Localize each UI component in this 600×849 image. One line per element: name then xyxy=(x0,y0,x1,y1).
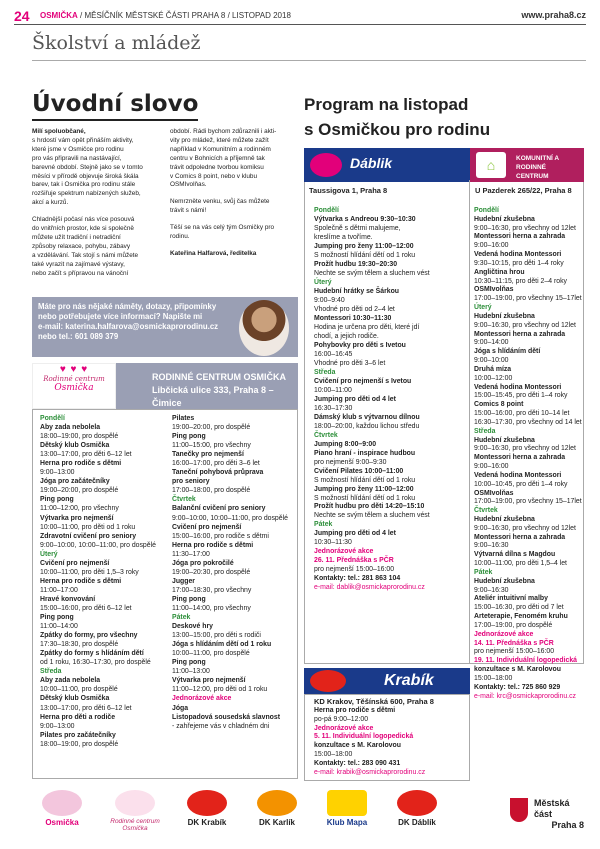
footer-logo-dablik xyxy=(387,790,447,840)
activity-name: Pohybovky pro děti s Ivetou xyxy=(314,341,406,349)
activity-name: Montessori herna a zahrada xyxy=(474,454,566,462)
activity-name: Hudební zkušebna xyxy=(474,515,535,523)
people-icon: ♥ ♥ ♥ xyxy=(59,364,89,375)
activity-name: Montessori herna a zahrada xyxy=(474,533,566,541)
activity-name: Výtvarka pro nejmenší xyxy=(40,514,114,522)
rc-osmicka-logo xyxy=(32,363,116,409)
schedule-line: 19. 11. Individuální logopedická xyxy=(474,657,578,665)
schedule-line: 14. 11. Přednáška s PČR xyxy=(474,639,554,647)
footer-logo-osmicka xyxy=(32,790,92,840)
crest-icon xyxy=(510,798,528,822)
schedule-line: 13:00–17:00, pro děti 6–12 let xyxy=(40,704,132,712)
intro-line: také vyrazit na zajímavé výstavy, xyxy=(32,260,125,268)
schedule-line: 16:00–16:45 xyxy=(314,350,353,358)
day-heading: Čtvrtek xyxy=(172,496,196,504)
activity-name: Tanečky pro nejmenší xyxy=(172,451,244,459)
dablik-address: Taussigova 1, Praha 8 xyxy=(309,186,388,195)
intro-line: v Comics 8 point, nebo v klubu xyxy=(170,172,258,180)
schedule-line: 17:30–18:30, pro dospělé xyxy=(40,641,119,649)
rc-schedule-left xyxy=(40,414,156,749)
logo-label-dablik: DK Dáblík xyxy=(398,818,436,827)
intro-line: OSMIvolňas. xyxy=(170,181,207,189)
director-photo xyxy=(239,300,289,356)
day-heading: Čtvrtek xyxy=(474,507,498,515)
day-heading: Úterý xyxy=(474,304,492,312)
schedule-line: S možností hlídání dětí od 1 roku xyxy=(314,251,416,259)
schedule-line: 11:00–14:00, pro všechny xyxy=(172,604,251,612)
schedule-line: 19:00–20:00, pro dospělé xyxy=(40,487,119,495)
schedule-line: 18:00–19:00, pro dospělé xyxy=(40,433,119,441)
schedule-line: 15:00–15:45, pro děti 1–4 roky xyxy=(474,392,568,400)
intro-line: trávit s námi! xyxy=(170,207,207,215)
schedule-line: 9:00–14:00 xyxy=(474,339,509,347)
schedule-line: 19:00–20:00, pro dospělé xyxy=(172,424,251,432)
activity-name: Comics 8 point xyxy=(474,401,524,409)
krabik-name: Krabík xyxy=(384,672,434,689)
schedule-line: 13:00–17:00, pro děti 6–12 let xyxy=(40,451,132,459)
schedule-line: 9:00–10:00, 10:00–11:00, pro dospělé xyxy=(40,541,156,549)
logo-label-karlik: DK Karlík xyxy=(258,818,295,827)
schedule-line: Jednorázové akce xyxy=(474,630,534,638)
activity-name: Jumping 8:00–9:00 xyxy=(314,440,377,448)
schedule-line: 17:00–18:00, pro dospělé xyxy=(172,487,251,495)
activity-name: Zdravotní cvičení pro seniory xyxy=(40,532,137,540)
activity-name: Aby zada nebolela xyxy=(40,424,101,432)
schedule-line: - zahřejeme vás v chladném dni xyxy=(172,722,270,730)
lighthouse-icon xyxy=(327,790,367,816)
schedule-line: 26. 11. Přednáška s PČR xyxy=(314,557,394,565)
day-heading: Pondělí xyxy=(474,207,499,214)
activity-name: pro seniory xyxy=(172,478,210,486)
site-url[interactable]: www.praha8.cz xyxy=(521,10,586,20)
activity-name: Zpátky do formy, pro všechny xyxy=(40,632,138,640)
activity-name: Ping pong xyxy=(40,496,74,504)
devil-icon xyxy=(310,153,342,177)
activity-name: konzultace s M. Karolovou xyxy=(314,742,401,750)
activity-name: Montessori herna a zahrada xyxy=(474,330,566,338)
intro-line: barev, tak i Osmička pro rodinu stále xyxy=(32,181,136,189)
schedule-line: 15:00–18:00 xyxy=(314,750,353,758)
activity-name: Jóga pro pokročilé xyxy=(172,559,234,567)
schedule-line: 9:00–16:30, pro všechny od 12let xyxy=(474,445,576,453)
contact-line: Máte pro nás nějaké náměty, dotazy, připomínky xyxy=(38,302,217,311)
rc-address: Libčická ulice 333, Praha 8 – Čimice xyxy=(152,385,274,408)
intro-line: Kateřina Halfarová, ředitelka xyxy=(170,249,257,257)
activity-name: Dětský klub Osmička xyxy=(40,695,110,703)
schedule-line: 15:00–16:00, pro rodiče s dětmi xyxy=(172,532,269,540)
day-heading: Pátek xyxy=(172,614,191,622)
activity-name: Cvičení pro nejmenší xyxy=(172,523,242,531)
schedule-line: Kontakty: tel.: 283 090 431 xyxy=(314,759,401,767)
schedule-line: 11:00–12:00, pro děti od 1 roku xyxy=(172,686,268,694)
activity-name: Jumping pro děti od 4 let xyxy=(314,395,396,403)
day-heading: Úterý xyxy=(40,550,58,558)
header-rule xyxy=(14,24,586,25)
schedule-line: pro nejmenší 9:00–9:30 xyxy=(314,458,387,466)
activity-name: Herna pro rodiče s dětmi xyxy=(314,707,396,714)
intro-line: které jsme v Osmičce pro rodinu xyxy=(32,145,124,153)
activity-name: OSMIvolňas xyxy=(474,286,514,294)
schedule-line: 9:00–16:30, pro všechny od 12let xyxy=(474,524,576,532)
intro-line: měsíci v přírodě objevuje široká škála xyxy=(32,172,139,180)
activity-name: Jumping pro ženy 11:00–12:00 xyxy=(314,242,414,250)
logo-label-mapa: Klub Mapa xyxy=(326,818,368,827)
krc-address: U Pazderek 265/22, Praha 8 xyxy=(475,186,572,195)
program-title xyxy=(304,92,490,142)
rc-schedule-right xyxy=(172,414,288,731)
section-title: Školství a mládež xyxy=(32,32,201,54)
day-heading: Pondělí xyxy=(314,207,339,214)
email-link[interactable]: e-mail: dablik@osmickaprorodinu.cz xyxy=(314,584,425,592)
schedule-line: 16:30–17:30, pro všechny od 14 let xyxy=(474,418,582,426)
schedule-line: 9:00–16:00 xyxy=(474,463,509,471)
schedule-line: 19:00–20:30, pro dospělé xyxy=(172,568,251,576)
schedule-line: 10:30–11:30 xyxy=(314,539,352,547)
schedule-line: Hodina je určena pro děti, které jdí xyxy=(314,323,420,331)
activity-name: Jóga s hlídáním dětí xyxy=(474,348,541,356)
day-heading: Pondělí xyxy=(40,415,65,422)
intro-line: do vnitřních prostor, kde si společně xyxy=(32,225,134,233)
email-link[interactable]: e-mail: krc@osmickaprorodinu.cz xyxy=(474,692,576,700)
page-header xyxy=(0,0,600,30)
footer-logos xyxy=(32,790,584,840)
activity-name: Cvičení pro nejmenší s Ivetou xyxy=(314,377,412,385)
schedule-line: 15:00–16:00, pro děti 10–14 let xyxy=(474,410,570,418)
activity-name: Dámský klub s výtvarnou dílnou xyxy=(314,413,420,421)
intro-line: rozšiřuje spektrum nabízených služeb, xyxy=(32,190,141,198)
schedule-line: 11:00–12:00, pro všechny xyxy=(40,505,119,513)
intro-line: trávit odpoledne tvorbou komiksu xyxy=(170,163,264,171)
logo-label-krabik: DK Krabík xyxy=(187,818,227,827)
schedule-line: 9:00–9:40 xyxy=(314,296,345,304)
issue-info: / MĚSÍČNÍK MĚSTSKÉ ČÁSTI PRAHA 8 / LISTOPAD 2018 xyxy=(77,11,291,20)
schedule-line: 11:00–14:00 xyxy=(40,623,78,631)
dablik-name: Dáblik xyxy=(350,155,393,171)
activity-name: konzultace s M. Karolovou xyxy=(474,666,561,674)
day-heading: Čtvrtek xyxy=(314,431,338,439)
activity-name: Pilates xyxy=(172,415,195,422)
devil-icon xyxy=(397,790,437,816)
schedule-line: 9:00–13:00 xyxy=(40,469,75,477)
intro-title: Úvodní slovo xyxy=(32,92,198,121)
schedule-line: po-pá 9:00–12:00 xyxy=(314,715,369,723)
activity-name: Jumping pro ženy 11:00–12:00 xyxy=(314,485,414,493)
schedule-line: 9:00–16:00 xyxy=(474,242,509,250)
intro-line: barevné období. Stejně jako se v tomto xyxy=(32,163,143,171)
footer-logo-krabik xyxy=(177,790,237,840)
activity-name: Balanční cvičení pro seniory xyxy=(172,505,266,513)
schedule-line: 17:00–18:30, pro všechny xyxy=(172,586,252,594)
intro-line: rodinu. xyxy=(170,233,190,241)
intro-line: akcí a kurzů. xyxy=(32,199,69,207)
activity-name: Hudební zkušebna xyxy=(474,215,535,223)
footer-logo-rc xyxy=(100,790,170,840)
schedule-line: 9:00–13:00 xyxy=(40,722,75,730)
activity-name: Montessori 10:30–11:30 xyxy=(314,314,392,322)
logo-label-osmicka: Osmička xyxy=(45,818,79,827)
activity-name: Montessori herna a zahrada xyxy=(474,233,566,241)
crab-icon xyxy=(310,670,346,692)
intro-line: můžete užít tradiční i netradiční xyxy=(32,233,121,241)
footer-logo-karlik xyxy=(247,790,307,840)
schedule-line: 10:00–11:00, pro děti 1,5–3 roky xyxy=(40,568,139,576)
intro-line: vity pro mládež, které můžete zažít xyxy=(170,136,269,144)
activity-name: Prožít hudbu pro děti 14:20–15:10 xyxy=(314,503,425,511)
activity-name: Druhá míza xyxy=(474,365,512,373)
schedule-line: 16:30–17:30 xyxy=(314,404,353,412)
intro-line: Nemrzněte venku, svůj čas můžete xyxy=(170,198,270,206)
activity-name: Jóga s hlídáním dětí od 1 roku xyxy=(172,641,272,649)
day-heading: Pátek xyxy=(314,521,333,529)
contact-line[interactable]: e-mail: katerina.halfarova@osmickaprorodinu.cz xyxy=(38,322,219,331)
activity-name: Cvičení Pilates 10:00–11:00 xyxy=(314,467,404,475)
schedule-line: 10:00–11:00, pro dospělé xyxy=(40,686,118,694)
contact-line[interactable]: nebo tel.: 601 089 379 xyxy=(38,332,119,341)
intro-line: Chladnější počasí nás více posouvá xyxy=(32,216,135,224)
column-divider xyxy=(469,180,470,664)
schedule-line: 9:00–16:30 xyxy=(474,542,509,550)
schedule-line: Vhodné pro děti od 2–4 let xyxy=(314,305,395,313)
krabik-schedule xyxy=(314,707,425,777)
activity-name: Ping pong xyxy=(40,614,74,622)
activity-name: Arteterapie, Fenomém kruhu xyxy=(474,613,568,621)
krc-banner xyxy=(470,148,584,182)
schedule-line: Nechte se svým tělem a sluchem vést xyxy=(314,269,430,277)
activity-name: Výtvarka s Andreou 9:30–10:30 xyxy=(314,215,416,223)
schedule-line: Vhodné pro děti 3–6 let xyxy=(314,359,386,367)
house-icon: ⌂ xyxy=(476,152,506,178)
schedule-line: 10:00–11:00 xyxy=(314,386,352,394)
rc-heading xyxy=(116,363,298,409)
schedule-line: 9:00–16:30, pro všechny od 12let xyxy=(474,224,576,232)
program-title-line-2: s Osmičkou pro rodinu xyxy=(304,120,491,139)
brand-name: OSMIČKA xyxy=(40,11,78,20)
activity-name: Ateliér intuitivní malby xyxy=(474,595,548,603)
activity-name: Zpátky do formy s hlídáním dětí xyxy=(40,650,144,658)
schedule-line: 10:00–10:45, pro děti 1–4 roky xyxy=(474,480,568,488)
krc-schedule xyxy=(474,207,582,701)
schedule-line: 9:00–16:30 xyxy=(474,586,509,594)
activity-name: OSMIvolňas xyxy=(474,489,514,497)
schedule-line: S možností hlídání dětí od 1 roku xyxy=(314,494,416,502)
schedule-line: 10:00–11:00, pro děti 1,5–4 let xyxy=(474,560,567,568)
schedule-line: kreslíme a tvoříme. xyxy=(314,233,373,241)
schedule-line: 9:00–16:30, pro všechny od 12let xyxy=(474,321,576,329)
dablik-banner xyxy=(304,148,470,182)
activity-name: Deskové hry xyxy=(172,623,213,631)
intro-line: období. Rádi bychom zdůraznili i akti- xyxy=(170,128,277,135)
mc-line-1: Městská část xyxy=(534,798,570,819)
schedule-line: Kontakty: tel.: 725 860 929 xyxy=(474,683,561,691)
email-link[interactable]: e-mail: krabik@osmickaprorodinu.cz xyxy=(314,768,426,776)
schedule-line: 10:00–11:00, pro dospělé xyxy=(172,650,250,658)
schedule-line: 15:00–16:00, pro děti 6–12 let xyxy=(40,604,132,612)
activity-name: Výtvarná dílna s Magdou xyxy=(474,551,556,559)
schedule-line: 17:00–19:00, pro všechny 15–17let xyxy=(474,498,582,506)
schedule-line: 11:00–15:00, pro všechny xyxy=(172,442,251,450)
schedule-line: chodí, a jejich rodiče. xyxy=(314,332,379,340)
schedule-line: Jednorázové akce xyxy=(314,548,374,556)
activity-name: Herna pro děti a rodiče xyxy=(40,713,116,721)
activity-name: Taneční pohybová průprava xyxy=(172,469,264,477)
activity-name: Listopadová sousedská slavnost xyxy=(172,713,280,721)
schedule-line: 10:00–11:00, pro děti od 1 roku xyxy=(40,523,136,531)
day-heading: Úterý xyxy=(314,278,332,286)
intro-line: Milí spoluobčané, xyxy=(32,128,86,135)
activity-name: Vedená hodina Montessori xyxy=(474,251,562,259)
logo-label-rc: Rodinné centrum Osmička xyxy=(110,818,160,832)
day-heading: Středa xyxy=(314,368,336,376)
intro-line: nebo začít s přípravou na vánoční xyxy=(32,269,129,277)
intro-line: Těší se na vás celý tým Osmičky pro xyxy=(170,224,275,232)
dablik-schedule xyxy=(314,207,430,593)
activity-name: Herna pro rodiče s dětmi xyxy=(172,541,254,549)
schedule-line: 17:00–19:00, pro všechny 15–17let xyxy=(474,295,582,303)
activity-name: Jóga xyxy=(172,704,189,712)
activity-name: Ping pong xyxy=(172,659,206,667)
activity-name: Ping pong xyxy=(172,433,206,441)
mc-line-2: Praha 8 xyxy=(551,820,584,830)
schedule-line: 15:00–18:00 xyxy=(474,674,513,682)
activity-name: Piano hraní - inspirace hudbou xyxy=(314,449,416,457)
schedule-line: Společně s dětmi malujeme, xyxy=(314,224,401,232)
footer-logo-praha8 xyxy=(510,798,584,831)
activity-name: Hravé konvování xyxy=(40,595,96,603)
krabik-banner xyxy=(304,668,470,694)
schedule-line: 18:00–19:00, pro dospělé xyxy=(40,740,119,748)
schedule-line: pro nejmenší 15:00–16:00 xyxy=(474,648,555,656)
activity-name: Jóga pro začátečníky xyxy=(40,478,110,486)
activity-name: Herna pro rodiče s dětmi xyxy=(40,460,122,468)
schedule-line: 11:00–13:00 xyxy=(172,668,210,676)
schedule-line: S možností hlídání dětí od 1 roku xyxy=(314,476,416,484)
activity-name: Ping pong xyxy=(172,595,206,603)
activity-name: Jumping pro děti od 4 let xyxy=(314,530,396,538)
schedule-line: 11:00–17:00 xyxy=(40,586,78,594)
activity-name: Dětský klub Osmička xyxy=(40,442,110,450)
intro-line: způsoby relaxace, pohybu, zábavy xyxy=(32,242,131,250)
schedule-line: od 1 roku, 16:30–17:30, pro dospělé xyxy=(40,659,151,667)
activity-name: Pilates pro začátečníky xyxy=(40,731,116,739)
schedule-line: Nechte se svým tělem a sluchem vést xyxy=(314,512,430,520)
activity-name: Hudební zkušebna xyxy=(474,577,535,585)
schedule-line: Kontakty: tel.: 281 863 104 xyxy=(314,575,401,583)
schedule-line: 5. 11. Individuální logopedická xyxy=(314,733,414,741)
intro-column-1 xyxy=(32,128,167,279)
publication-info xyxy=(40,11,291,20)
schedule-line: 18:00–20:00, každou lichou středu xyxy=(314,422,420,430)
intro-line: s hrdostí vám opět přináším aktivity, xyxy=(32,136,134,144)
activity-name: Angličtina hrou xyxy=(474,268,525,276)
activity-name: Prožít hudbu 19:30–20:30 xyxy=(314,260,398,268)
activity-name: Hudební zkušebna xyxy=(474,436,535,444)
day-heading: Středa xyxy=(474,427,496,435)
fox-icon xyxy=(257,790,297,816)
schedule-line: 17:00–19:00, pro dospělé xyxy=(474,621,553,629)
schedule-line: 13:00–15:00, pro děti s rodiči xyxy=(172,632,261,640)
logo-text-2: Osmička xyxy=(54,383,94,393)
contact-line: nebo potřebujete více informací? Napište mi xyxy=(38,312,203,321)
rc-name: RODINNÉ CENTRUM OSMIČKA xyxy=(152,372,286,382)
section-rule xyxy=(32,60,586,61)
people-icon xyxy=(115,790,155,816)
krabik-address: KD Krakov, Těšínská 600, Praha 8 xyxy=(314,697,434,706)
schedule-line: pro nejmenší 15:00–16:00 xyxy=(314,566,395,574)
program-title-line-1: Program na listopad xyxy=(304,95,469,114)
day-heading: Středa xyxy=(40,668,62,676)
activity-name: Výtvarka pro nejmenší xyxy=(172,677,246,685)
activity-name: Cvičení pro nejmenší xyxy=(40,559,110,567)
schedule-line: Jednorázové akce xyxy=(172,695,232,703)
day-heading: Pátek xyxy=(474,568,493,576)
schedule-line: 15:00–16:30, pro děti od 7 let xyxy=(474,604,564,612)
activity-name: Vedená hodina Montessori xyxy=(474,383,562,391)
activity-name: Herna pro rodiče s dětmi xyxy=(40,577,122,585)
intro-line: pro vás připravili na nastávající, xyxy=(32,154,122,162)
schedule-line: Jednorázové akce xyxy=(314,724,374,732)
schedule-line: 9:00–10:00, 10:00–11:00, pro dospělé xyxy=(172,514,288,522)
intro-line: například v Komunitním a rodinném xyxy=(170,145,271,153)
schedule-line: 16:00–17:00, pro děti 3–6 let xyxy=(172,460,260,468)
logo-text-1: Rodinné centrum xyxy=(43,375,105,383)
krc-name: KOMUNITNÍ A RODINNÉ CENTRUM xyxy=(516,155,559,180)
intro-line: centru v Bohnicích a příjemně tak xyxy=(170,154,265,162)
page-number: 24 xyxy=(14,8,30,24)
activity-name: Hudební zkušebna xyxy=(474,312,535,320)
crab-icon xyxy=(187,790,227,816)
intro-line: a vzdělávání. Tak stojí s námi můžete xyxy=(32,251,139,259)
family-icon xyxy=(42,790,82,816)
intro-column-2 xyxy=(170,128,298,259)
activity-name: Hudební hrátky se Šárkou xyxy=(314,287,400,295)
activity-name: Aby zada nebolela xyxy=(40,677,101,685)
activity-name: Jugger xyxy=(172,577,195,585)
footer-logo-mapa xyxy=(317,790,377,840)
activity-name: Vedená hodina Montessori xyxy=(474,471,562,479)
schedule-line: 10:00–12:00 xyxy=(474,374,513,382)
schedule-line: 11:30–17:00 xyxy=(172,550,210,558)
schedule-line: 9:00–10:00 xyxy=(474,357,509,365)
schedule-line: 10:30–11:15, pro děti 2–4 roky xyxy=(474,277,567,285)
schedule-line: 9:30–10:15, pro děti 1–4 roky xyxy=(474,259,564,267)
